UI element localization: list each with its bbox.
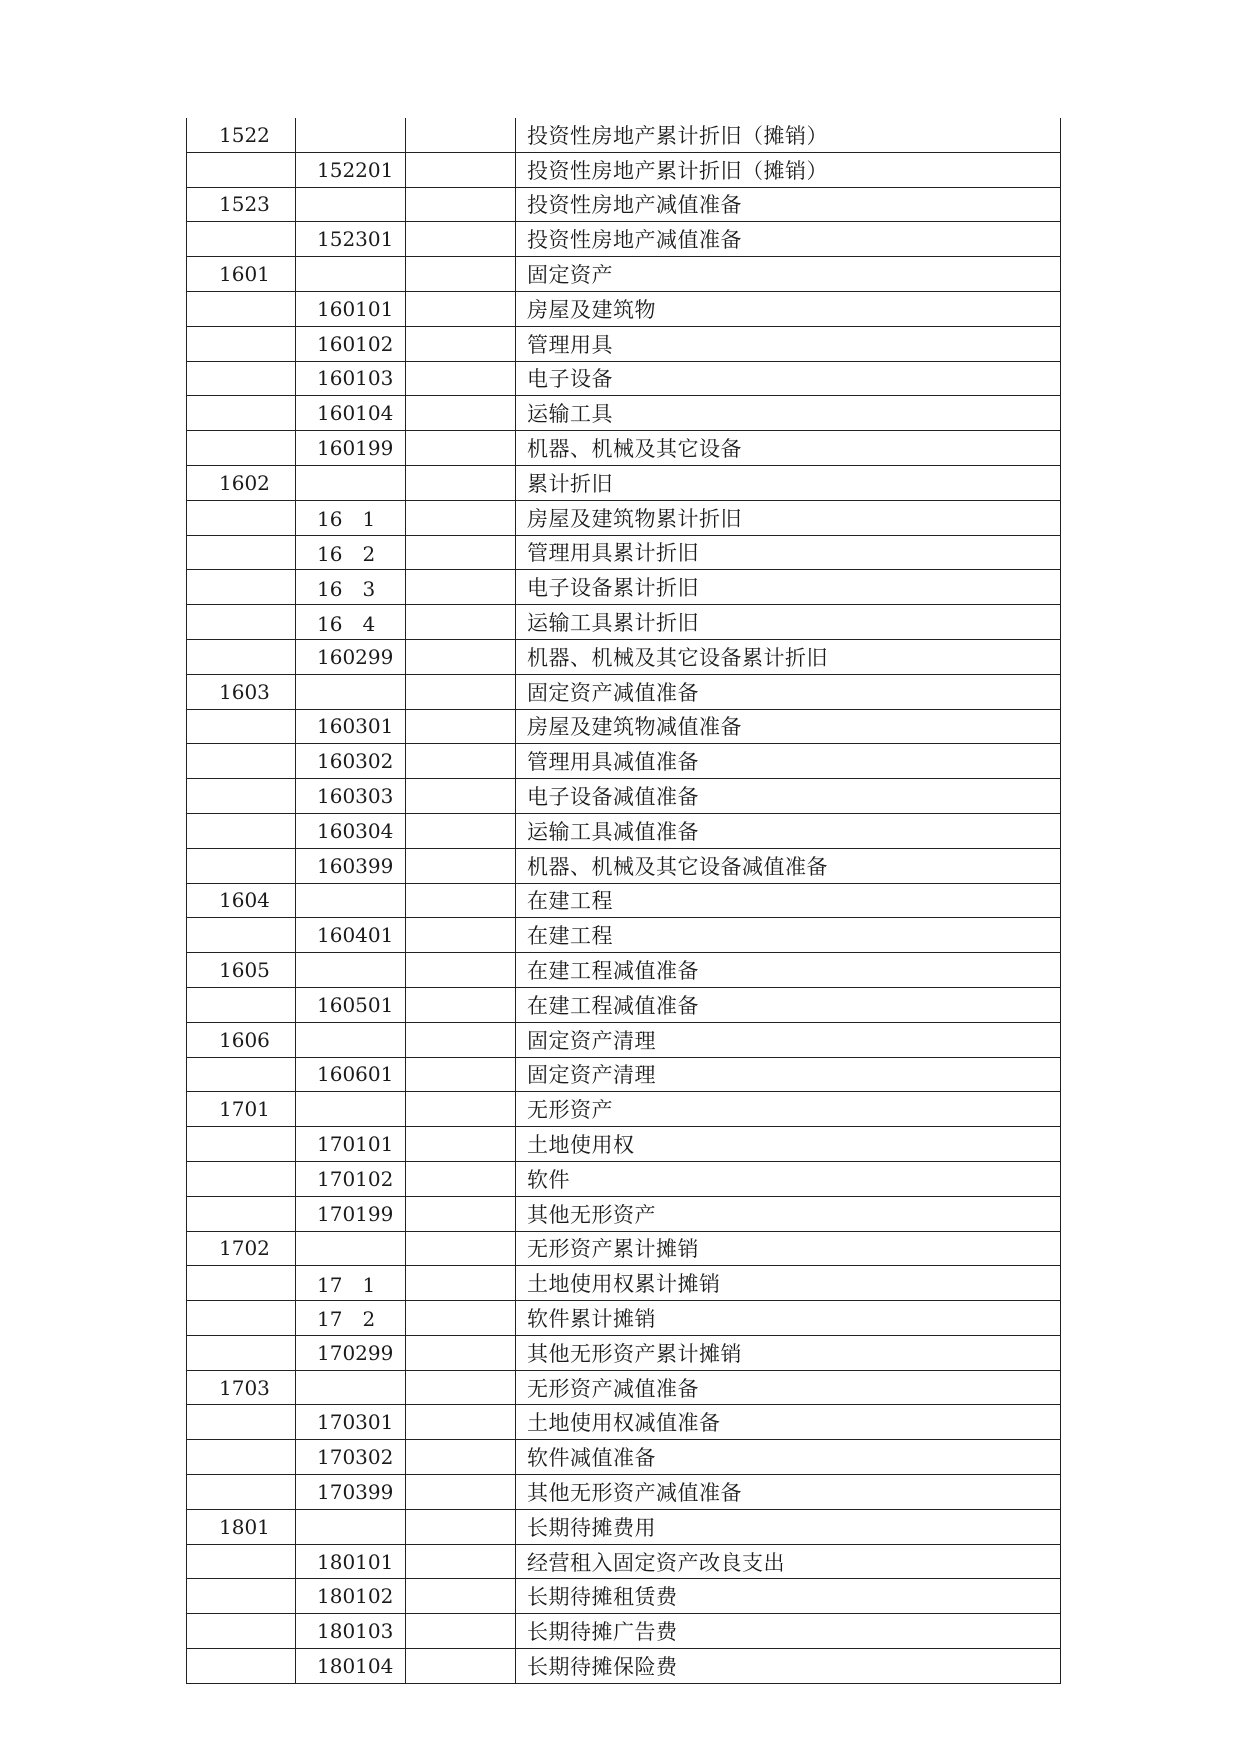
- table-row: [187, 674, 1061, 709]
- level2-code-cell: [296, 465, 406, 500]
- table-row: [187, 813, 1061, 848]
- accounts-table-body: [187, 118, 1061, 1683]
- level2-code-cell: 152201: [296, 152, 406, 187]
- table-row: [187, 257, 1061, 292]
- account-name-cell: 长期待摊费用: [516, 1509, 1061, 1544]
- table-row: [187, 987, 1061, 1022]
- table-row: [187, 1092, 1061, 1127]
- table-row: [187, 1057, 1061, 1092]
- account-name-cell: 管理用具累计折旧: [516, 535, 1061, 570]
- level1-code-cell: [187, 570, 296, 605]
- level1-code-cell: [187, 1405, 296, 1440]
- empty-cell: [406, 639, 516, 674]
- table-row: [187, 1022, 1061, 1057]
- table-row: [187, 883, 1061, 918]
- level2-code-cell: [296, 674, 406, 709]
- level2-code-cell: 170299: [296, 1335, 406, 1370]
- empty-cell: [406, 500, 516, 535]
- level1-code-cell: [187, 152, 296, 187]
- account-name-cell: 在建工程: [516, 918, 1061, 953]
- account-name-cell: 投资性房地产累计折旧（摊销）: [516, 152, 1061, 187]
- level2-code-cell: [296, 118, 406, 152]
- account-name-cell: 固定资产清理: [516, 1022, 1061, 1057]
- empty-cell: [406, 222, 516, 257]
- empty-cell: [406, 1335, 516, 1370]
- level1-code-cell: [187, 1440, 296, 1475]
- account-name-cell: 运输工具减值准备: [516, 813, 1061, 848]
- level2-code-cell: 17 2: [296, 1301, 406, 1336]
- empty-cell: [406, 779, 516, 814]
- account-name-cell: 房屋及建筑物减值准备: [516, 709, 1061, 744]
- empty-cell: [406, 465, 516, 500]
- table-row: [187, 1231, 1061, 1266]
- level2-code-cell: 160199: [296, 431, 406, 466]
- table-row: [187, 535, 1061, 570]
- level1-code-cell: [187, 605, 296, 640]
- level2-code-cell: 180103: [296, 1614, 406, 1649]
- level2-code-cell: 170302: [296, 1440, 406, 1475]
- account-name-cell: 其他无形资产: [516, 1196, 1061, 1231]
- empty-cell: [406, 187, 516, 222]
- account-name-cell: 无形资产累计摊销: [516, 1231, 1061, 1266]
- account-name-cell: 机器、机械及其它设备: [516, 431, 1061, 466]
- table-row: [187, 361, 1061, 396]
- accounts-table: [186, 118, 1061, 1684]
- level1-code-cell: 1604: [187, 883, 296, 918]
- table-row: [187, 500, 1061, 535]
- empty-cell: [406, 1301, 516, 1336]
- level1-code-cell: 1602: [187, 465, 296, 500]
- level2-code-cell: 16 4: [296, 605, 406, 640]
- account-name-cell: 固定资产: [516, 257, 1061, 292]
- account-name-cell: 管理用具减值准备: [516, 744, 1061, 779]
- level2-code-cell: 160501: [296, 987, 406, 1022]
- empty-cell: [406, 1057, 516, 1092]
- empty-cell: [406, 674, 516, 709]
- level1-code-cell: 1701: [187, 1092, 296, 1127]
- level1-code-cell: 1523: [187, 187, 296, 222]
- level1-code-cell: [187, 326, 296, 361]
- table-row: [187, 953, 1061, 988]
- account-name-cell: 电子设备: [516, 361, 1061, 396]
- level2-code-cell: [296, 1092, 406, 1127]
- account-name-cell: 运输工具累计折旧: [516, 605, 1061, 640]
- table-row: [187, 744, 1061, 779]
- table-row: [187, 1196, 1061, 1231]
- level2-code-cell: 160101: [296, 291, 406, 326]
- table-row: [187, 118, 1061, 152]
- account-name-cell: 土地使用权减值准备: [516, 1405, 1061, 1440]
- level2-code-cell: 160401: [296, 918, 406, 953]
- level2-code-cell: 160299: [296, 639, 406, 674]
- level2-code-cell: 16 2: [296, 535, 406, 570]
- level2-code-cell: 180104: [296, 1649, 406, 1684]
- table-row: [187, 639, 1061, 674]
- level1-code-cell: [187, 709, 296, 744]
- table-row: [187, 1405, 1061, 1440]
- level2-code-cell: [296, 187, 406, 222]
- account-name-cell: 投资性房地产减值准备: [516, 222, 1061, 257]
- empty-cell: [406, 396, 516, 431]
- level1-code-cell: [187, 1161, 296, 1196]
- account-name-cell: 土地使用权: [516, 1127, 1061, 1162]
- account-name-cell: 软件累计摊销: [516, 1301, 1061, 1336]
- level1-code-cell: [187, 1544, 296, 1579]
- level2-code-cell: 170301: [296, 1405, 406, 1440]
- empty-cell: [406, 326, 516, 361]
- level1-code-cell: [187, 396, 296, 431]
- level2-code-cell: [296, 1022, 406, 1057]
- level2-code-cell: 17 1: [296, 1266, 406, 1301]
- level2-code-cell: 160301: [296, 709, 406, 744]
- level1-code-cell: [187, 813, 296, 848]
- level1-code-cell: [187, 1196, 296, 1231]
- level1-code-cell: [187, 222, 296, 257]
- empty-cell: [406, 535, 516, 570]
- empty-cell: [406, 953, 516, 988]
- level1-code-cell: [187, 361, 296, 396]
- level2-code-cell: [296, 1231, 406, 1266]
- level1-code-cell: 1801: [187, 1509, 296, 1544]
- table-row: [187, 465, 1061, 500]
- table-row: [187, 1475, 1061, 1510]
- level1-code-cell: [187, 1335, 296, 1370]
- empty-cell: [406, 709, 516, 744]
- level1-code-cell: [187, 987, 296, 1022]
- table-row: [187, 326, 1061, 361]
- level2-code-cell: [296, 883, 406, 918]
- empty-cell: [406, 1649, 516, 1684]
- account-name-cell: 土地使用权累计摊销: [516, 1266, 1061, 1301]
- level2-code-cell: 170399: [296, 1475, 406, 1510]
- level2-code-cell: 170101: [296, 1127, 406, 1162]
- level2-code-cell: 160103: [296, 361, 406, 396]
- account-name-cell: 无形资产: [516, 1092, 1061, 1127]
- empty-cell: [406, 1231, 516, 1266]
- empty-cell: [406, 1370, 516, 1405]
- table-row: [187, 187, 1061, 222]
- level2-code-cell: 160302: [296, 744, 406, 779]
- level1-code-cell: 1606: [187, 1022, 296, 1057]
- empty-cell: [406, 1161, 516, 1196]
- account-name-cell: 长期待摊租赁费: [516, 1579, 1061, 1614]
- account-name-cell: 固定资产减值准备: [516, 674, 1061, 709]
- level1-code-cell: [187, 535, 296, 570]
- level2-code-cell: [296, 257, 406, 292]
- account-name-cell: 机器、机械及其它设备累计折旧: [516, 639, 1061, 674]
- level1-code-cell: 1605: [187, 953, 296, 988]
- empty-cell: [406, 1544, 516, 1579]
- account-name-cell: 房屋及建筑物: [516, 291, 1061, 326]
- empty-cell: [406, 744, 516, 779]
- level2-code-cell: 160104: [296, 396, 406, 431]
- account-name-cell: 软件: [516, 1161, 1061, 1196]
- empty-cell: [406, 987, 516, 1022]
- empty-cell: [406, 883, 516, 918]
- accounts-table-container: [186, 118, 1060, 1684]
- table-row: [187, 1370, 1061, 1405]
- table-row: [187, 779, 1061, 814]
- table-row: [187, 222, 1061, 257]
- account-name-cell: 投资性房地产减值准备: [516, 187, 1061, 222]
- empty-cell: [406, 1405, 516, 1440]
- table-row: [187, 1509, 1061, 1544]
- level1-code-cell: [187, 431, 296, 466]
- level1-code-cell: [187, 1057, 296, 1092]
- table-row: [187, 1266, 1061, 1301]
- empty-cell: [406, 1266, 516, 1301]
- level2-code-cell: [296, 953, 406, 988]
- account-name-cell: 电子设备减值准备: [516, 779, 1061, 814]
- table-row: [187, 1301, 1061, 1336]
- empty-cell: [406, 918, 516, 953]
- level1-code-cell: [187, 1475, 296, 1510]
- table-row: [187, 918, 1061, 953]
- empty-cell: [406, 1022, 516, 1057]
- table-row: [187, 1440, 1061, 1475]
- empty-cell: [406, 118, 516, 152]
- account-name-cell: 房屋及建筑物累计折旧: [516, 500, 1061, 535]
- level1-code-cell: 1601: [187, 257, 296, 292]
- table-row: [187, 1335, 1061, 1370]
- table-row: [187, 605, 1061, 640]
- level1-code-cell: 1703: [187, 1370, 296, 1405]
- table-row: [187, 291, 1061, 326]
- account-name-cell: 在建工程减值准备: [516, 987, 1061, 1022]
- level1-code-cell: 1603: [187, 674, 296, 709]
- empty-cell: [406, 1196, 516, 1231]
- empty-cell: [406, 1440, 516, 1475]
- level2-code-cell: 180102: [296, 1579, 406, 1614]
- level2-code-cell: 170199: [296, 1196, 406, 1231]
- level1-code-cell: [187, 744, 296, 779]
- table-row: [187, 709, 1061, 744]
- table-row: [187, 1649, 1061, 1684]
- account-name-cell: 其他无形资产减值准备: [516, 1475, 1061, 1510]
- level1-code-cell: [187, 639, 296, 674]
- level2-code-cell: [296, 1509, 406, 1544]
- level1-code-cell: [187, 1266, 296, 1301]
- empty-cell: [406, 1475, 516, 1510]
- table-row: [187, 431, 1061, 466]
- level2-code-cell: 180101: [296, 1544, 406, 1579]
- level1-code-cell: [187, 918, 296, 953]
- level1-code-cell: [187, 779, 296, 814]
- level2-code-cell: [296, 1370, 406, 1405]
- empty-cell: [406, 1579, 516, 1614]
- level1-code-cell: [187, 1127, 296, 1162]
- account-name-cell: 管理用具: [516, 326, 1061, 361]
- level1-code-cell: 1522: [187, 118, 296, 152]
- account-name-cell: 其他无形资产累计摊销: [516, 1335, 1061, 1370]
- empty-cell: [406, 431, 516, 466]
- account-name-cell: 在建工程: [516, 883, 1061, 918]
- level2-code-cell: 170102: [296, 1161, 406, 1196]
- level1-code-cell: [187, 291, 296, 326]
- level2-code-cell: 16 3: [296, 570, 406, 605]
- table-row: [187, 570, 1061, 605]
- account-name-cell: 无形资产减值准备: [516, 1370, 1061, 1405]
- account-name-cell: 软件减值准备: [516, 1440, 1061, 1475]
- table-row: [187, 152, 1061, 187]
- empty-cell: [406, 605, 516, 640]
- table-row: [187, 1161, 1061, 1196]
- table-row: [187, 1544, 1061, 1579]
- empty-cell: [406, 848, 516, 883]
- level1-code-cell: [187, 848, 296, 883]
- account-name-cell: 运输工具: [516, 396, 1061, 431]
- level1-code-cell: [187, 1301, 296, 1336]
- account-name-cell: 在建工程减值准备: [516, 953, 1061, 988]
- level1-code-cell: [187, 1614, 296, 1649]
- account-name-cell: 累计折旧: [516, 465, 1061, 500]
- account-name-cell: 长期待摊广告费: [516, 1614, 1061, 1649]
- table-row: [187, 396, 1061, 431]
- empty-cell: [406, 1092, 516, 1127]
- level2-code-cell: 16 1: [296, 500, 406, 535]
- level2-code-cell: 160601: [296, 1057, 406, 1092]
- account-name-cell: 长期待摊保险费: [516, 1649, 1061, 1684]
- level1-code-cell: [187, 1579, 296, 1614]
- account-name-cell: 经营租入固定资产改良支出: [516, 1544, 1061, 1579]
- account-name-cell: 投资性房地产累计折旧（摊销）: [516, 118, 1061, 152]
- level2-code-cell: 152301: [296, 222, 406, 257]
- empty-cell: [406, 291, 516, 326]
- table-row: [187, 1579, 1061, 1614]
- level2-code-cell: 160303: [296, 779, 406, 814]
- level1-code-cell: [187, 500, 296, 535]
- table-row: [187, 1127, 1061, 1162]
- level2-code-cell: 160399: [296, 848, 406, 883]
- level2-code-cell: 160102: [296, 326, 406, 361]
- account-name-cell: 固定资产清理: [516, 1057, 1061, 1092]
- empty-cell: [406, 570, 516, 605]
- empty-cell: [406, 257, 516, 292]
- empty-cell: [406, 1509, 516, 1544]
- empty-cell: [406, 1127, 516, 1162]
- level1-code-cell: 1702: [187, 1231, 296, 1266]
- level2-code-cell: 160304: [296, 813, 406, 848]
- empty-cell: [406, 361, 516, 396]
- account-name-cell: 机器、机械及其它设备减值准备: [516, 848, 1061, 883]
- empty-cell: [406, 1614, 516, 1649]
- empty-cell: [406, 152, 516, 187]
- table-row: [187, 1614, 1061, 1649]
- account-name-cell: 电子设备累计折旧: [516, 570, 1061, 605]
- empty-cell: [406, 813, 516, 848]
- level1-code-cell: [187, 1649, 296, 1684]
- table-row: [187, 848, 1061, 883]
